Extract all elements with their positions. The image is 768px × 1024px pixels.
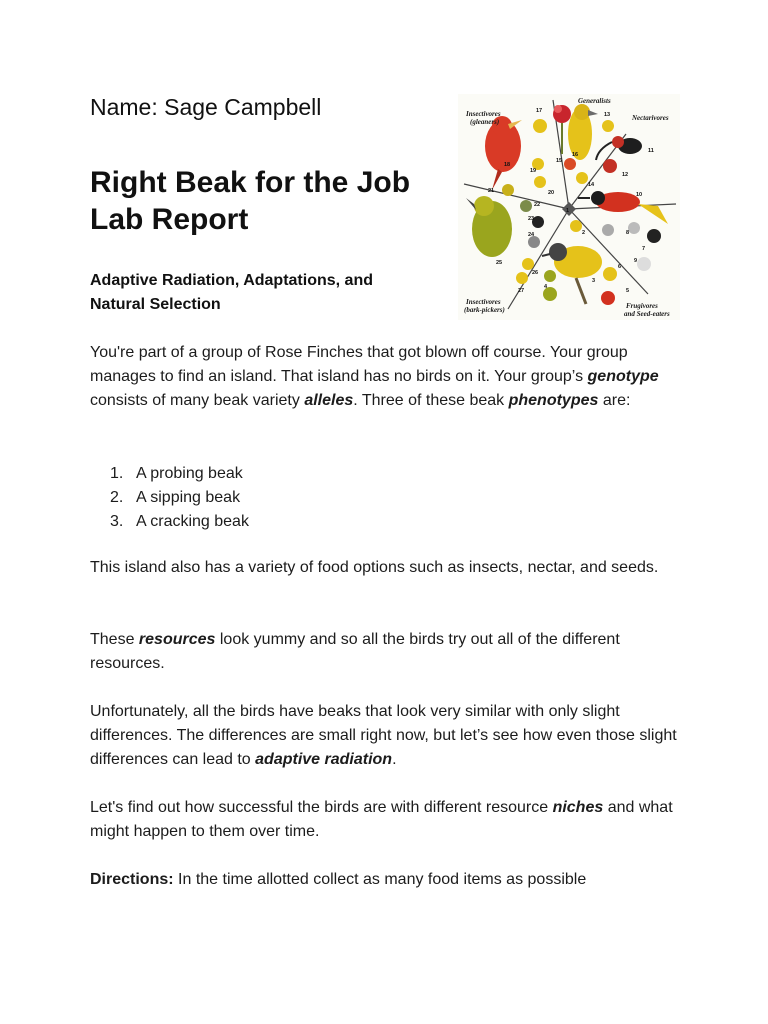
num-11: 11 <box>648 148 654 154</box>
label-insectivores-bark: Insectivores <box>466 298 501 306</box>
num-16: 16 <box>572 152 579 158</box>
label-nectarivores: Nectarivores <box>632 114 669 122</box>
intro-text-2: consists of many beak variety <box>90 392 305 409</box>
num-24: 24 <box>528 232 535 238</box>
num-7: 7 <box>642 246 646 252</box>
report-title-line-2: Lab Report <box>90 203 249 236</box>
report-subtitle-line-2: Natural Selection <box>90 296 221 313</box>
niches-text-2: and what might happen to them over time. <box>90 799 673 840</box>
nectarivore-bird-icon <box>596 136 642 160</box>
term-adaptive-radiation: adaptive radiation <box>255 751 393 768</box>
report-title-line-1: Right Beak for the Job <box>90 166 411 199</box>
food-options-paragraph: This island also has a variety of food options such as insects, nectar, and seeds. <box>90 559 659 576</box>
num-2: 2 <box>582 230 586 236</box>
list-item-text: A sipping beak <box>136 489 241 506</box>
resources-text-1: These <box>90 631 139 648</box>
num-14: 14 <box>588 182 595 188</box>
num-13: 13 <box>604 112 611 118</box>
term-genotype: genotype <box>587 368 659 385</box>
label-insectivores-gleaners: Insectivores <box>466 110 501 118</box>
report-subtitle <box>90 269 430 317</box>
num-5: 5 <box>626 288 630 294</box>
adaptive-radiation-paragraph <box>90 700 680 772</box>
term-resources: resources <box>138 631 216 648</box>
list-item <box>110 486 249 510</box>
label-generalists: Generalists <box>578 97 611 105</box>
num-23: 23 <box>528 216 535 222</box>
directions-paragraph <box>90 868 680 892</box>
num-21: 21 <box>488 188 495 194</box>
num-9: 9 <box>634 258 638 264</box>
num-26: 26 <box>532 270 539 276</box>
num-17: 17 <box>536 108 543 114</box>
report-subtitle-line-1: Adaptive Radiation, Adaptations, and <box>90 272 373 289</box>
num-1: 1 <box>566 208 570 214</box>
intro-text-4: are: <box>598 392 631 409</box>
niches-paragraph <box>90 796 680 844</box>
list-number: 3. <box>110 513 124 530</box>
label-seed-eaters-sub: and Seed-eaters <box>624 310 670 318</box>
green-bird-icon <box>466 196 512 257</box>
directions-text: In the time allotted collect as many food items as possible <box>173 871 587 888</box>
intro-text-3: . Three of these beak <box>353 392 509 409</box>
num-19: 19 <box>530 168 537 174</box>
red-bird-icon <box>485 116 522 190</box>
niches-text-1: Let's find out how successful the birds are with different resource <box>90 799 553 816</box>
report-title <box>90 164 440 238</box>
list-item-text: A probing beak <box>136 465 243 482</box>
term-phenotypes: phenotypes <box>508 392 599 409</box>
num-8: 8 <box>626 230 630 236</box>
directions-label: Directions: <box>90 871 174 888</box>
num-3: 3 <box>592 278 596 284</box>
adaptive-radiation-figure <box>458 94 680 320</box>
list-number: 1. <box>110 465 124 482</box>
num-27: 27 <box>518 288 525 294</box>
radiation-text-2: . <box>392 751 397 768</box>
num-4: 4 <box>544 284 548 290</box>
list-item-text: A cracking beak <box>136 513 249 530</box>
list-number: 2. <box>110 489 124 506</box>
bird-illustration <box>458 94 680 320</box>
radiation-text-1: Unfortunately, all the birds have beaks that look very similar with only slight differences. The differences are small right now, but let’s see how even those slight differences can lead to <box>90 703 677 768</box>
num-18: 18 <box>504 162 511 168</box>
resources-text-2: look yummy and so all the birds try out all of the different resources. <box>90 631 620 672</box>
student-name: Name: Sage Campbell <box>90 94 322 120</box>
num-12: 12 <box>622 172 629 178</box>
num-22: 22 <box>534 202 541 208</box>
term-alleles: alleles <box>304 392 354 409</box>
num-25: 25 <box>496 260 503 266</box>
list-item <box>110 462 249 486</box>
num-15: 15 <box>556 158 563 164</box>
beak-phenotype-list <box>110 462 249 534</box>
intro-text-1: You're part of a group of Rose Finches that got blown off course. Your group manages to find an island. That island has no birds on it. Your group’s <box>90 344 628 385</box>
num-20: 20 <box>548 190 555 196</box>
num-6: 6 <box>618 264 622 270</box>
intro-paragraph <box>90 341 680 413</box>
list-item <box>110 510 249 534</box>
label-bark-pickers-sub: (bark-pickers) <box>464 306 505 314</box>
label-frugivores: Frugivores <box>626 302 658 310</box>
resources-paragraph <box>90 628 680 676</box>
label-gleaners-sub: (gleaners) <box>470 118 500 126</box>
term-niches: niches <box>552 799 604 816</box>
num-10: 10 <box>636 192 643 198</box>
